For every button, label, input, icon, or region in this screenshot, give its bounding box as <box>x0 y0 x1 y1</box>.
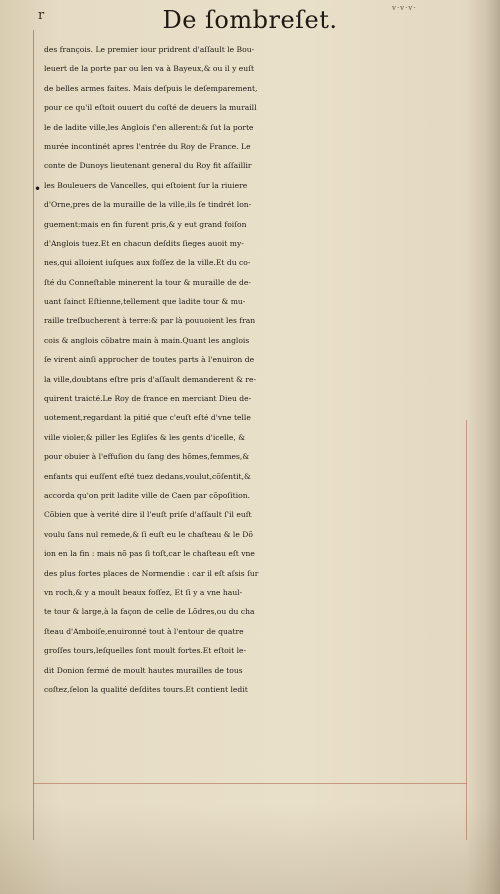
text-line: voulu ſans nul remede,& ſi euſt eu le chaſteau & le Dõ <box>44 529 253 539</box>
text-line: vn roch,& y a moult beaux foſſez, Et ſi y a vne haul- <box>44 587 243 597</box>
text-line: coſtez,ſelon la qualité deſdites tours.Et contient ledit <box>44 684 248 694</box>
text-line: guement:mais en fin furent pris,& y eut grand foiſon <box>44 219 247 229</box>
text-line: nes,qui alloient iuſques aux foſſez de la ville.Et du co- <box>44 258 251 268</box>
catchmark: v·v·v· <box>392 4 417 12</box>
text-line: des plus fortes places de Normendie : car il eſt aſsis ſur <box>44 568 259 578</box>
text-line: cois & anglois cõbatre main à main.Quant les anglois <box>44 335 250 345</box>
text-line: enfants qui euſſent eſté tuez dedans,voulut,cõſentit,& <box>44 471 251 481</box>
running-head: De ſombreſet. <box>162 6 338 34</box>
text-line: la ville,doubtans eſtre pris d'aſſault demanderent & re- <box>44 374 257 384</box>
text-line: groſſes tours,leſquelles ſont moult fortes.Et eſtoit le- <box>44 646 247 656</box>
text-line: leuert de la porte par ou len va à Bayeux,& ou il y euſt <box>44 64 255 74</box>
text-line: accorda qu'on prit ladite ville de Caen par cõpoſition. <box>44 490 251 500</box>
text-line: murée incontinét apres l'entrée du Roy de France. Le <box>44 141 251 151</box>
text-line: te tour & large,à la façon de celle de Lõdres,ou du cha <box>44 607 255 617</box>
text-line: conte de Dunoys lieutenant general du Roy fit aſſaillir <box>44 161 252 171</box>
text-line: raille treſbucherent à terre:& par là pouuoient les fran <box>44 316 256 326</box>
text-line: ſté du Conneſtable minerent la tour & muraille de de- <box>44 277 251 287</box>
text-line: dit Donion fermé de moult hautes murailles de tous <box>44 665 243 675</box>
text-line: ion en la fin : mais nõ pas ſi toſt,car le chaſteau eſt vne <box>44 549 255 559</box>
text-line: d'Anglois tuez.Et en chacun deſdits ſieges auoit my- <box>44 238 244 248</box>
text-line: d'Orne,pres de la muraille de la ville,ils ſe tindrét lon- <box>44 200 252 210</box>
text-line: de belles armes faites. Mais deſpuis le deſemparement, <box>44 83 258 93</box>
text-line: pour ce qu'il eſtoit ouuert du coſté de deuers la muraill <box>44 103 257 113</box>
text-line: uotement,regardant la pitié que c'euſt eſté d'vne telle <box>44 413 251 423</box>
text-line: des françois. Le premier iour pridrent d'aſſault le Bou- <box>44 45 255 54</box>
bottom-rule <box>33 783 467 784</box>
margin-marker: • <box>34 182 42 196</box>
text-line: uant ſainct Eſtienne,tellement que ladite tour & mu- <box>44 297 246 307</box>
text-line: pour obuier à l'effuſion du ſang des hõmes,femmes,& <box>44 452 250 462</box>
left-margin-rule <box>33 30 34 840</box>
corner-mark: r <box>38 8 45 23</box>
text-line: le de ladite ville,les Anglois ſ'en allerent:& ſut la porte <box>44 122 254 132</box>
text-line: les Bouleuers de Vancelles, qui eſtoient ſur la riuiere <box>44 180 248 190</box>
body-text <box>44 40 470 699</box>
text-line: quirent traicté.Le Roy de france en merciant Dieu de- <box>44 394 252 404</box>
text-line: ſteau d'Amboiſe,enuironné tout à l'entour de quatre <box>44 626 244 636</box>
page-bottom-shadow <box>0 804 500 894</box>
text-line: Cõbien que à verité dire il l'euſt priſe d'aſſault ſ'il euſt <box>44 510 252 520</box>
text-line: ville violer,& piller les Egliſes & les gents d'icelle, & <box>44 432 245 442</box>
text-line: ſe virent ainſi approcher de toutes parts à l'enuiron de <box>44 355 255 365</box>
page-edge-shadow <box>466 0 500 894</box>
